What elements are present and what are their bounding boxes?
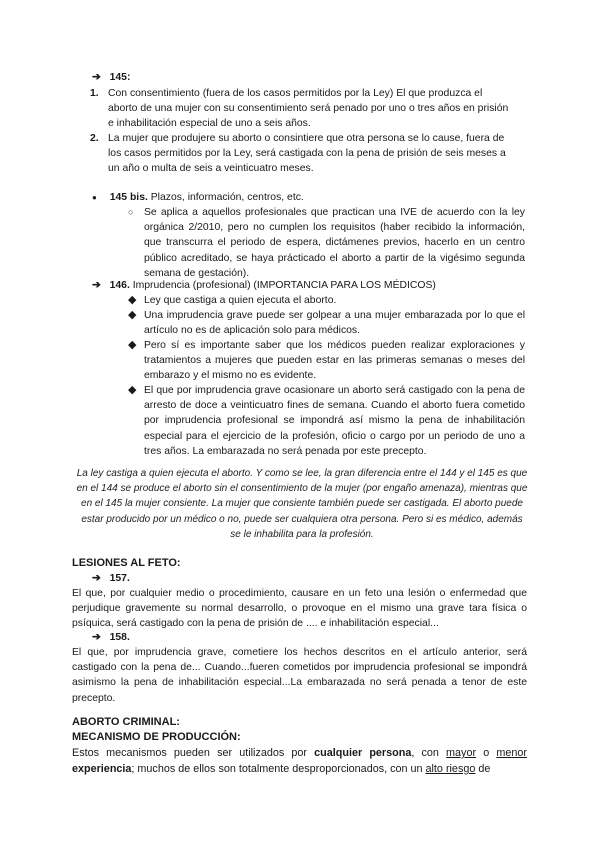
- arrow-icon: ➔: [92, 573, 101, 584]
- circle-bullet-icon: ○: [128, 207, 134, 217]
- aborto-heading: ABORTO CRIMINAL:: [72, 716, 180, 728]
- arrow-icon: ➔: [92, 280, 101, 291]
- text-run: de: [475, 763, 491, 775]
- bold-run: cualquier persona: [314, 747, 412, 759]
- section-157-title: 157.: [109, 573, 130, 584]
- list-item: [128, 308, 525, 338]
- section-145-title: 145:: [109, 72, 131, 83]
- diamond-bullet-icon: ◆: [128, 309, 137, 321]
- list-item: [128, 338, 525, 383]
- list-number: 1.: [90, 88, 99, 99]
- bullet-icon: ●: [92, 193, 97, 202]
- list-number: 2.: [90, 133, 99, 144]
- section-145bis-title: 145 bis.: [109, 192, 148, 203]
- mecanismo-heading: MECANISMO DE PRODUCCIÓN:: [72, 731, 241, 743]
- list-item: [128, 293, 525, 308]
- text-run: Estos mecanismos pueden ser utilizados por: [72, 747, 315, 759]
- diamond-bullet-icon: ◆: [128, 384, 137, 396]
- section-146-subtitle: Imprudencia (profesional) (IMPORTANCIA PARA LOS MÉDICOS): [129, 280, 436, 291]
- italic-note: La ley castiga a quien ejecuta el aborto. Y como se lee, la gran diferencia entre el 144 y el 145 es que en el 144 se produce el aborto sin el consentimiento de la mujer (por engaño amenaza), mientras que en el 145 la mujer consiente. La mujer que consiente también puede ser castigada. El aborto puede estar producido por un médico o no, puede ser cualquiera otra persona. Pero si es médico, además se le inhabilita para la profesión.: [76, 468, 528, 540]
- section-145bis-subtitle: Plazos, información, centros, etc.: [147, 192, 304, 203]
- section-146-header: [92, 278, 436, 293]
- section-146-list: [128, 293, 525, 459]
- list-item: La mujer que produjere su aborto o consintiere que otra persona se lo cause, fuera de los casos permitidos por la Ley, será castigada con la pena de prisión de seis meses a un año o multa de seis a veinticuatro meses.: [108, 133, 506, 175]
- diamond-bullet-icon: ◆: [128, 294, 137, 306]
- section-145bis-header: [92, 190, 304, 205]
- section-158-title: 158.: [109, 632, 130, 643]
- list-item-text: Pero sí es importante saber que los médicos pueden realizar exploraciones y tratamientos a mujeres que pueden estar en las primeras semanas o meses del embarazo y el mismo no es evidente.: [144, 340, 525, 382]
- underlined-run: menor: [496, 747, 527, 759]
- section-145-header: [92, 70, 130, 85]
- text-run: o: [476, 747, 497, 759]
- arrow-icon: ➔: [92, 72, 101, 83]
- section-158-text: El que, por imprudencia grave, cometiere los hechos descritos en el artículo anterior, será castigado con la pena de... Cuando...fueren cometidos por imprudencia profesional se impondrá asimismo la pena de inhabilitación especial...La embarazada no será penada a tenor de este precepto.: [72, 647, 527, 704]
- underlined-run: mayor: [446, 747, 477, 759]
- text-run: , con: [411, 747, 447, 759]
- list-item: Con consentimiento (fuera de los casos permitidos por la Ley) El que produzca el aborto de una mujer con su consentimiento será penado por uno o tres años en prisión e inhabilitación especial de uno a seis años.: [108, 88, 509, 130]
- bold-run: experiencia: [72, 763, 132, 775]
- list-item-text: Ley que castiga a quien ejecuta el aborto.: [144, 295, 337, 306]
- mecanismo-paragraph: [72, 745, 527, 777]
- text-run: ; muchos de ellos son totalmente desproporcionados, con un: [131, 763, 426, 775]
- list-item-text: El que por imprudencia grave ocasionare un aborto será castigado con la pena de arresto de doce a veinticuatro fines de semana. Cuando el aborto fuera cometido por imprudencia profesional se impondrá así mismo la pena de inhabilitación especial para el ejercicio de la profesión, oficio o cargo por un periodo de uno a tres años. La embarazada no será penada por este precepto.: [144, 385, 525, 457]
- lesiones-heading: LESIONES AL FETO:: [72, 557, 181, 569]
- underlined-run: alto riesgo: [425, 763, 476, 775]
- sub-item: Se aplica a aquellos profesionales que practican una IVE de acuerdo con la ley orgánica 2/2010, pero no cumplen los requisitos (haber recibido la información, que transcurra el periodo de espera, dictámenes previos, hacerlo en un centro público acreditado, se haya prácticado el aborto a partir de la vigésimo segunda semana de gestación).: [144, 207, 525, 279]
- section-157-header: [92, 571, 130, 586]
- section-157-text: El que, por cualquier medio o procedimiento, causare en un feto una lesión o enfermedad que perjudique gravemente su normal desarrollo, o provoque en el mismo una grave tara física o psíquica, será castigado con la pena de prisión de .... e inhabilitación especial...: [72, 588, 527, 630]
- section-146-title: 146.: [109, 280, 130, 291]
- section-158-header: [92, 630, 130, 645]
- arrow-icon: ➔: [92, 632, 101, 643]
- list-item-text: Una imprudencia grave puede ser golpear a una mujer embarazada por lo que el artículo no es de aplicación solo para médicos.: [144, 310, 525, 337]
- diamond-bullet-icon: ◆: [128, 339, 137, 351]
- list-item: [128, 383, 525, 459]
